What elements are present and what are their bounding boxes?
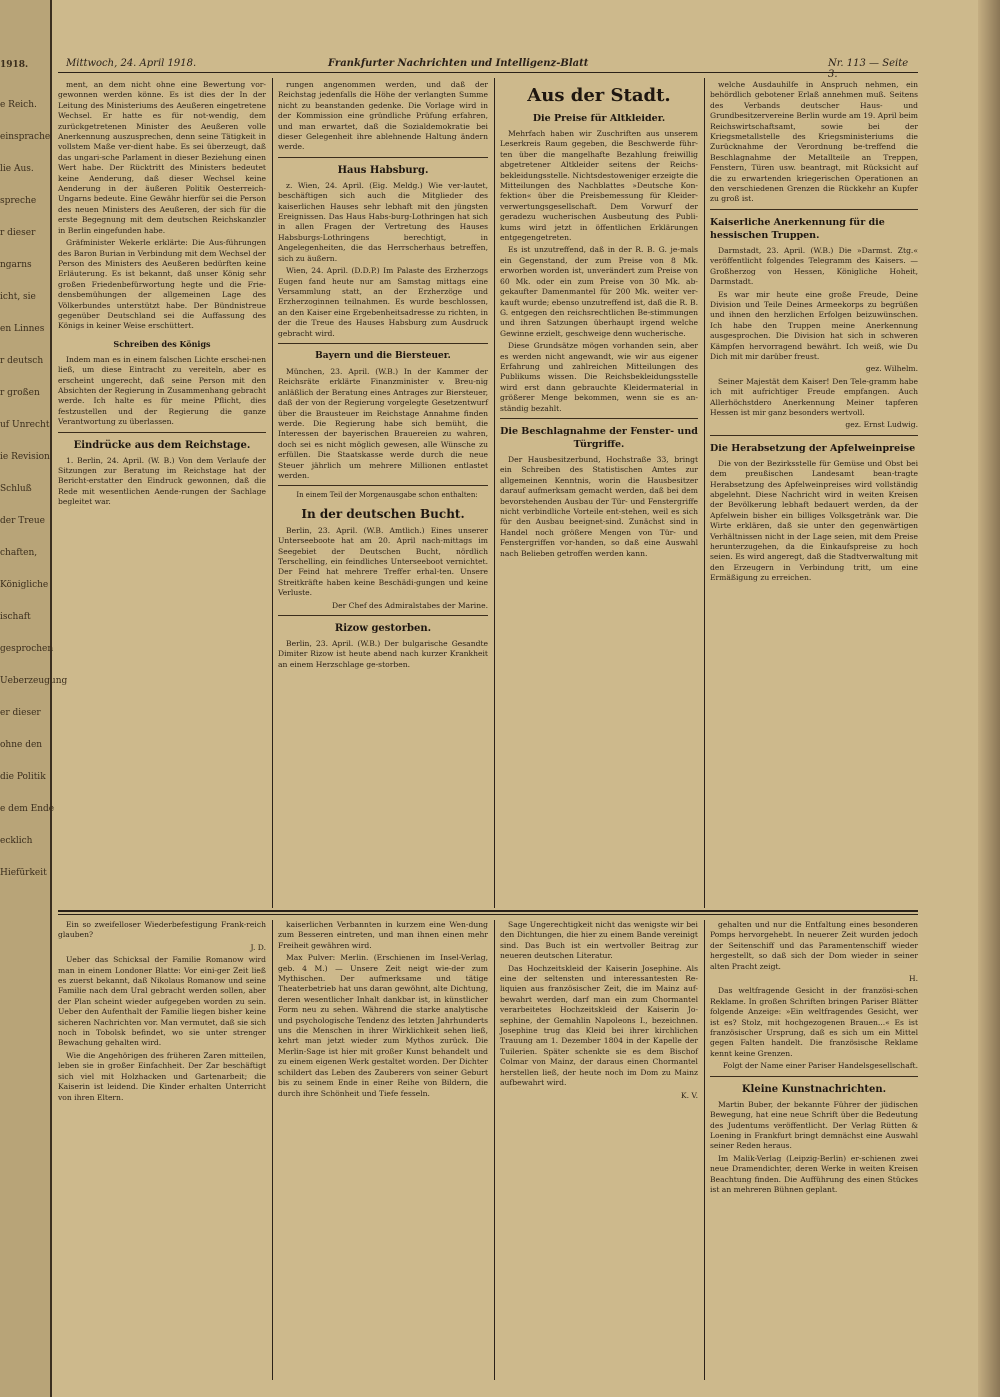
prev-fragment: spreche xyxy=(0,196,37,206)
lower-column-2 xyxy=(278,920,488,1380)
article-title: Haus Habsburg. xyxy=(337,164,429,176)
divider xyxy=(710,435,918,436)
column-1 xyxy=(58,80,266,908)
column-rule xyxy=(494,78,495,908)
article-text: Max Pulver: Merlin. (Erschienen im Insel-Verlag, geb. 4 M.) — Unsere Zeit neigt wie-der zum Mythischen. Der aufmerksame und tätige Theaterbetrieb hat uns daran gewöhnt, alte Dichtung, deren wesentlicher Inhalt dankbar ist, in künstlicher Form neu zu sehen. Während die starke analytische und psychologische Tendenz des letzten Jahrhunderts uns die Menschen in ihrer Wirklichkeit sehen ließ, kehrt man jetzt wieder zum Mythos zurück. Die Merlin-Sage ist hier mit großer Kunst behandelt und zu einem eigenen Werk gestaltet worden. Der Dichter schildert das Leben des Zauberers von seiner Geburt bis zu seinem Ende in einer Reihe von Bildern, die durch ihre Schönheit und Tiefe fesseln. xyxy=(278,953,488,1098)
prev-fragment: ischaft xyxy=(0,612,31,622)
article-text: Das weltfragende Gesicht in der französi-schen Reklame. In großen Schriften bringen Pariser Blätter folgende Anzeige: »Ein weltfragendes Gesicht, wer ist es? Stolz, mit hochgezogenen Brauen...« Es ist französischer Ursprung, daß es sich um ein Mittel gegen Falten handelt. Die französische Reklame kennt keine Grenzen. xyxy=(710,986,918,1058)
column-rule xyxy=(272,920,273,1380)
article-text: Berlin, 23. April. (W.B. Amtlich.) Eines unserer Unterseeboote hat am 20. April nach-mittags im Seegebiet der Deutschen Bucht, nördlich Terschelling, ein feindliches Unterseeboot vernichtet. Der Feind hat mehrere Treffer erhal-ten. Unsere Streitkräfte haben keine Beschädi-gungen und keine Verluste. xyxy=(278,525,488,598)
prev-fragment: gesprochen xyxy=(0,644,54,654)
signature: gez. Ernst Ludwig. xyxy=(845,420,918,430)
prev-fragment: Königliche xyxy=(0,580,49,590)
divider xyxy=(278,615,488,616)
divider xyxy=(278,485,488,486)
article-title: Kaiserliche Anerkennung für die hessischen Truppen. xyxy=(710,216,885,241)
article-text: welche Ausdauhilfe in Anspruch nehmen, ein behördlich gebotener Erlaß annehmen muß. Seitens des Verbands deutscher Haus- und Grundbesitzervereine Berlin wurde am 19. April beim Reichswirtschaftsamt, sowie bei der Kriegsmetallstelle des Kriegsministeriums die Zurücknahme der Verordnung be-treffend die Beschlagnahme der Metallteile an Treppen, Fenstern, Türen usw. beantragt, mit Rücksicht auf die zu erwartenden kriegerischen Operationen an den verschiedenen Grenzen die Rückkehr an Kupfer zu groß ist. xyxy=(710,80,918,204)
article-text: Die von der Bezirksstelle für Gemüse und Obst bei dem preußischen Landesamt bean-tragte Herabsetzung des Apfelweinpreises wird vollständig abgelehnt. Diese Nachricht wird in weiten Kreisen der Bevölkerung lebhaft bedauert werden, da der Apfelwein bisher ein billiges Volksgetränk war. Die Wirte erklären, daß sie unter den gegenwärtigen Verhältnissen nicht in der Lage seien, mit dem Preise herunterzugehen, da die Einkaufspreise zu hoch seien. Es wird angeregt, daß die Stadtverwaltung mit den Erzeugern in Verbindung tritt, um eine Ermäßigung zu erreichen. xyxy=(710,458,918,583)
article-text: Mehrfach haben wir Zuschriften aus unserem Leserkreis Raum gegeben, die Beschwerde führ-ten über die mangelhafte Bezahlung freiwillig abgetretener Altkleider seitens der Reichs-bekleidungsstelle. Nichtsdestoweniger erzeigte die Mitteilungen des Nachblattes »Deutsche Kon-fektion« über die Preisbemessung für Kleider-verwertungsgesellschaft. Dem Vorwurf der geradezu wucherischen Ausbeutung des Publi-kums wird jetzt in öffentlichen Erklärungen entgegengetreten. xyxy=(500,129,698,243)
signature: Der Chef des Admiralstabes der Marine. xyxy=(332,600,488,610)
prev-fragment: icht, sie xyxy=(0,292,36,302)
column-rule xyxy=(704,920,705,1380)
article-text: z. Wien, 24. April. (Eig. Meldg.) Wie ver-lautet, beschäftigen sich auch die Mitglieder des kaiserlichen Hauses sehr lebhaft mit den jüngsten Ereignissen. Das Haus Habs-burg-Lothringen hat sich in allen Fragen der Vertretung des Hauses Habsburgs-Lothringens berechtigt, in Angelegenheiten, die das Herrscherhaus betreffen, sich zu äußern. xyxy=(278,180,488,263)
article-title: Rizow gestorben. xyxy=(334,623,432,635)
article-text: gehalten und nur die Entfaltung eines besonderen Pomps hervorgehebt. In neuerer Zeit wurden jedoch der Seitenschiff und das Paramentenschiff wieder hergestellt, so daß sich der Dom wieder in seiner alten Pracht zeigt. xyxy=(710,920,918,971)
article-title: Die Herabsetzung der Apfelweinpreise xyxy=(710,442,916,454)
article-title: Die Preise für Altkleider. xyxy=(532,113,666,124)
prev-fragment: ecklich xyxy=(0,836,33,846)
prev-fragment: ie Revision xyxy=(0,452,50,462)
article-title: Eindrücke aus dem Reichstage. xyxy=(73,439,251,451)
signature: Folgt der Name einer Pariser Handelsgesellschaft. xyxy=(722,1061,918,1071)
lower-column-3 xyxy=(500,920,698,1380)
article-text: kaiserlichen Verbannten in kurzem eine Wen-dung zum Besseren eintreten, und man ihnen einen mehr Freiheit gewähren wird. xyxy=(278,920,488,950)
divider xyxy=(58,432,266,433)
article-text: Ein so zweifelloser Wiederbefestigung Frank-reich glauben? xyxy=(58,920,266,940)
prev-fragment: der Treue xyxy=(0,516,46,526)
lower-column-4 xyxy=(710,920,918,1380)
prev-fragment: e dem Ende xyxy=(0,804,55,814)
article-text: Seiner Majestät dem Kaiser! Den Tele-gramm habe ich mit aufrichtiger Freude empfangen. Auch Allerhöchstdero Anerkennung Meiner tapferen Hessen ist mir ganz besonders wertvoll. xyxy=(710,376,918,417)
header-date: Mittwoch, 24. April 1918. xyxy=(66,58,197,69)
prev-fragment: ngarns xyxy=(0,260,32,270)
article-text: Ueber das Schicksal der Familie Romanow wird man in einem Londoner Blatte: Vor eini-ger Zeit ließ es zuerst bekannt, daß Nikolaus Romanow und seine Familie nach dem Ural gebracht werden sollen, aber der Plan scheint wieder aufgegeben worden zu sein. Ueber den Aufenthalt der Familie liegen bisher keine sicheren Nachrichten vor. Man vermutet, daß sie sich noch in Tobolsk befindet, wo sie unter strenger Bewachung gehalten wird. xyxy=(58,955,266,1048)
prev-fragment: er dieser xyxy=(0,708,41,718)
signature: H. xyxy=(908,974,918,984)
signature: K. V. xyxy=(680,1090,698,1100)
column-rule xyxy=(494,920,495,1380)
prev-fragment: r dieser xyxy=(0,228,36,238)
article-text: Gräfminister Wekerle erklärte: Die Aus-führungen des Baron Burian in Verbindung mit dem Wechsel der Person des Ministers des Aeußeren bedürften keine Erläuterung. Es ist bekannt, daß unser König sehr großen Friedenbefürwortung hegte und die Frie-densbemühungen der allgemeinen Lage des Völkerbundes unterstützt habe. Der Bündnistreue gegenüber Deutschland sei die Auffassung des Königs in keiner Weise erschüttert. xyxy=(58,238,266,331)
section-rule xyxy=(58,914,918,915)
article-title: Bayern und die Biersteuer. xyxy=(315,350,451,361)
article-title: Kleine Kunstnachrichten. xyxy=(741,1083,887,1095)
article-text: Wien, 24. April. (D.D.P.) Im Palaste des Erzherzogs Eugen fand heute nur am Samstag mittags eine Versammlung statt, an der Erzherzöge und Erzherzoginnen teilnahmen. Es wurde beschlossen, an den Kaiser eine Ergebenheitsadresse zu richten, in der die Treue des Hauses Habsburg zum Ausdruck gebracht wird. xyxy=(278,266,488,338)
article-text: ment, an dem nicht ohne eine Bewertung vor-gewonnen werden könne. Es ist dies der In der Leitung des Ministeriums des Aeußeren eingetretene Wechsel. Er hatte es für not-wendig, dem zurückgetretenen Minister des Aeußeren volle Anerkennung auszusprechen, denn seine Tätigkeit in vollstem Maße ver-dient habe. Es sei überzeugt, daß das ungari-sche Parlament in dieser Beziehung einen Wert habe. Der Rücktritt des Ministers bedeutet keine Aenderung, daß dieser Wechsel keine Aenderung in der äußeren Politik Oesterreich-Ungarns bedeute. Eine Gewähr hierfür sei die Person des neuen Ministers des Aeußeren, der sich für die erste Begegnung mit dem deutschen Reichskanzler in Berlin eingefunden habe. xyxy=(58,80,266,235)
lower-column-1 xyxy=(58,920,266,1380)
article-text: Sage Ungerechtigkeit nicht das wenigste wir bei den Dichtungen, die hier zu einem Bande vereinigt sind. Das Buch ist ein wertvoller Beitrag zur neueren deutschen Literatur. xyxy=(500,920,698,961)
prev-fragment: einsprache xyxy=(0,132,51,142)
prev-fragment: Ueberzeugung xyxy=(0,676,68,686)
section-title: Aus der Stadt. xyxy=(527,85,671,106)
signature: J. D. xyxy=(250,942,266,952)
article-text: Der Hausbesitzerbund, Hochstraße 33, bringt ein Schreiben des Statistischen Amtes zur allgemeinen Kenntnis, worin die Hausbesitzer darauf aufmerksam gemacht werden, daß bei dem bevorstehenden Ausbau der Tür- und Fenstergriffe nicht verbindliche Vorteile ent-stehen, weil es sich für den Ausbau beeignet-sind. Zunächst sind in Handel noch größere Mengen von Tür- und Fenstergriffen vor-handen, so daß eine Auswahl nach Belieben getroffen werden kann. xyxy=(500,454,698,558)
prev-fragment: chaften, xyxy=(0,548,38,558)
page-edge xyxy=(978,0,1000,1397)
article-text: 1. Berlin, 24. April. (W. B.) Von dem Verlaufe der Sitzungen zur Beratung im Reichstage hat der Bericht-erstatter den Eindruck gewonnen, daß die Rede mit wesentlichen Aende-rungen der Sachlage begleitet war. xyxy=(58,455,266,507)
article-text: München, 23. April. (W.B.) In der Kammer der Reichsräte erklärte Finanzminister v. Breu-nig anläßlich der Beratung eines Antrages zur Biersteuer, daß der von der Regierung vorgelegte Gesetzentwurf über die Brausteuer im Reichstage Annahme finden werde. Die Regierung habe sich bemüht, die Interessen der bayerischen Brauereien zu wahren, doch sei es nicht möglich gewesen, alle Wünsche zu erfüllen. Die Staatskasse werde durch die neue Steuer jährlich um mehrere Millionen entlastet werden. xyxy=(278,366,488,480)
prev-fragment: die Politik xyxy=(0,772,46,782)
prev-fragment: uf Unrecht xyxy=(0,420,50,430)
prev-fragment: r deutsch xyxy=(0,356,44,366)
column-rule xyxy=(272,78,273,908)
divider xyxy=(278,343,488,344)
article-text: Indem man es in einem falschen Lichte erschei-nen ließ, um diese Eintracht zu vereiteln, aber es erscheint ungerecht, daß seine Person mit den Absichten der Regierung in Zusammenhang gebracht werde. Ich halte es für meine Pflicht, dies festzustellen und der Regierung die ganze Verantwortung zu überlassen. xyxy=(58,354,266,427)
prev-date: 1918. xyxy=(0,60,29,70)
article-title: In der deutschen Bucht. xyxy=(301,506,465,521)
prev-fragment: ohne den xyxy=(0,740,43,750)
header-issue: Nr. 113 — Seite 3. xyxy=(828,58,909,80)
article-text: Wie die Angehörigen des früheren Zaren mitteilen, leben sie in großer Einfachheit. Der Zar beschäftigt sich viel mit Holzhacken und Gartenarbeit; die Kaiserin ist leidend. Die Kinder erhalten Unterricht von ihren Eltern. xyxy=(58,1050,266,1102)
column-2 xyxy=(278,80,488,908)
previous-page-edge xyxy=(0,0,68,1397)
section-rule xyxy=(58,910,918,912)
article-text: Martin Buber, der bekannte Führer der jüdischen Bewegung, hat eine neue Schrift über die Bedeutung des Judentums veröffentlicht. Der Verlag Rütten & Loening in Frankfurt bringt demnächst eine Auswahl seiner Reden heraus. xyxy=(710,1099,918,1151)
column-rule xyxy=(704,78,705,908)
article-text: Es ist unzutreffend, daß in der R. B. G. je-mals ein Gegenstand, der zum Preise von 8 Mk. erworben worden ist, unverändert zum Preise von 60 Mk. oder ein zum Preise von 30 Mk. ab-gekaufter Damenmantel für 200 Mk. weiter ver-kauft wurde; ebenso unzutreffend ist, daß die R. B. G. entgegen den reichsrechtlichen Be-stimmungen und ihren Satzungen überhaupt irgend welche Gewinne erzielt, geschweige denn wucherische. xyxy=(500,245,698,338)
divider xyxy=(278,157,488,158)
section-heading: Schreiben des Königs xyxy=(113,338,211,349)
signature: gez. Wilhelm. xyxy=(865,364,918,374)
column-3 xyxy=(500,80,698,908)
article-text: Das Hochzeitskleid der Kaiserin Josephine. Als eine der seltensten und interessantesten Re-liquien aus französischer Zeit, die im Mainz auf-bewahrt werden, darf man ein zum Chormantel verarbeitetes Hochzeitskleid der Kaiserin Jo-sephine, der Gemahlin Napoleons I., bezeichnen. Josephine trug das Kleid bei ihrer kirchlichen Trauung am 1. Dezember 1804 in der Kapelle der Tuilerien. Später schenkte sie es dem Bischof Colmar von Mainz, der daraus einen Chormantel herstellen ließ, der heute noch im Dom zu Mainz aufbewahrt wird. xyxy=(500,963,698,1088)
article-text: Es war mir heute eine große Freude, Deine Division und Teile Deines Armeekorps zu begrüßen und ihnen den herzlichen Erfolgen beizuwünschen. Ich habe den Truppen meine Anerkennung ausgesprochen. Die Division hat sich in schweren Kämpfen hervorragend bewährt. Ich weiß, wie Du Dich mit mir darüber freust. xyxy=(710,289,918,361)
article-text: rungen angenommen werden, und daß der Reichstag jedenfalls die Höhe der verlangten Summe nicht zu beanstanden gedenke. Die Vorlage wird in der Kommission eine gründliche Prüfung erfahren, und man erwartet, daß die Sozialdemokratie bei dieser Gelegenheit ihre ablehnende Haltung ändern werde. xyxy=(278,80,488,152)
article-title: Die Beschlagnahme der Fenster- und Türgriffe. xyxy=(500,425,698,450)
note: In einem Teil der Morgenausgabe schon enthalten: xyxy=(296,491,478,500)
article-text: Darmstadt, 23. April. (W.B.) Die »Darmst. Ztg.« veröffentlicht folgendes Telegramm des Kaisers. — Großherzog von Hessen, Königliche Hoheit, Darmstadt. xyxy=(710,245,918,287)
article-text: Diese Grundsätze mögen vorhanden sein, aber es werden nicht angewandt, wie wir aus eigener Erfahrung und zahlreichen Mitteilungen des Publikums wissen. Die Reichsbekleidungsstelle wird erst dann gebrauchte Kleidermaterial in größerer Menge bekommen, wenn sie es an-ständig bezahlt. xyxy=(500,341,698,413)
divider xyxy=(500,418,698,419)
prev-fragment: e Reich. xyxy=(0,100,37,110)
page-header xyxy=(58,58,918,80)
prev-fragment: Schluß xyxy=(0,484,32,494)
column-4 xyxy=(710,80,918,908)
prev-fragment: en Linnes xyxy=(0,324,45,334)
article-text: Im Malik-Verlag (Leipzig-Berlin) er-schienen zwei neue Dramendichter, deren Werke in weiten Kreisen Beachtung finden. Die Aufführung des einen Stückes ist an mehreren Bühnen geplant. xyxy=(710,1153,918,1194)
divider xyxy=(710,209,918,210)
header-paper: Frankfurter Nachrichten und Intelligenz-Blatt xyxy=(328,58,589,69)
article-text: Berlin, 23. April. (W.B.) Der bulgarische Gesandte Dimiter Rizow ist heute abend nach kurzer Krankheit an einem Herzschlage ge-storben. xyxy=(278,639,488,669)
prev-fragment: lie Aus. xyxy=(0,164,34,174)
prev-fragment: r großen xyxy=(0,388,40,398)
prev-fragment: Hiefürkeit xyxy=(0,868,47,878)
divider xyxy=(710,1076,918,1077)
